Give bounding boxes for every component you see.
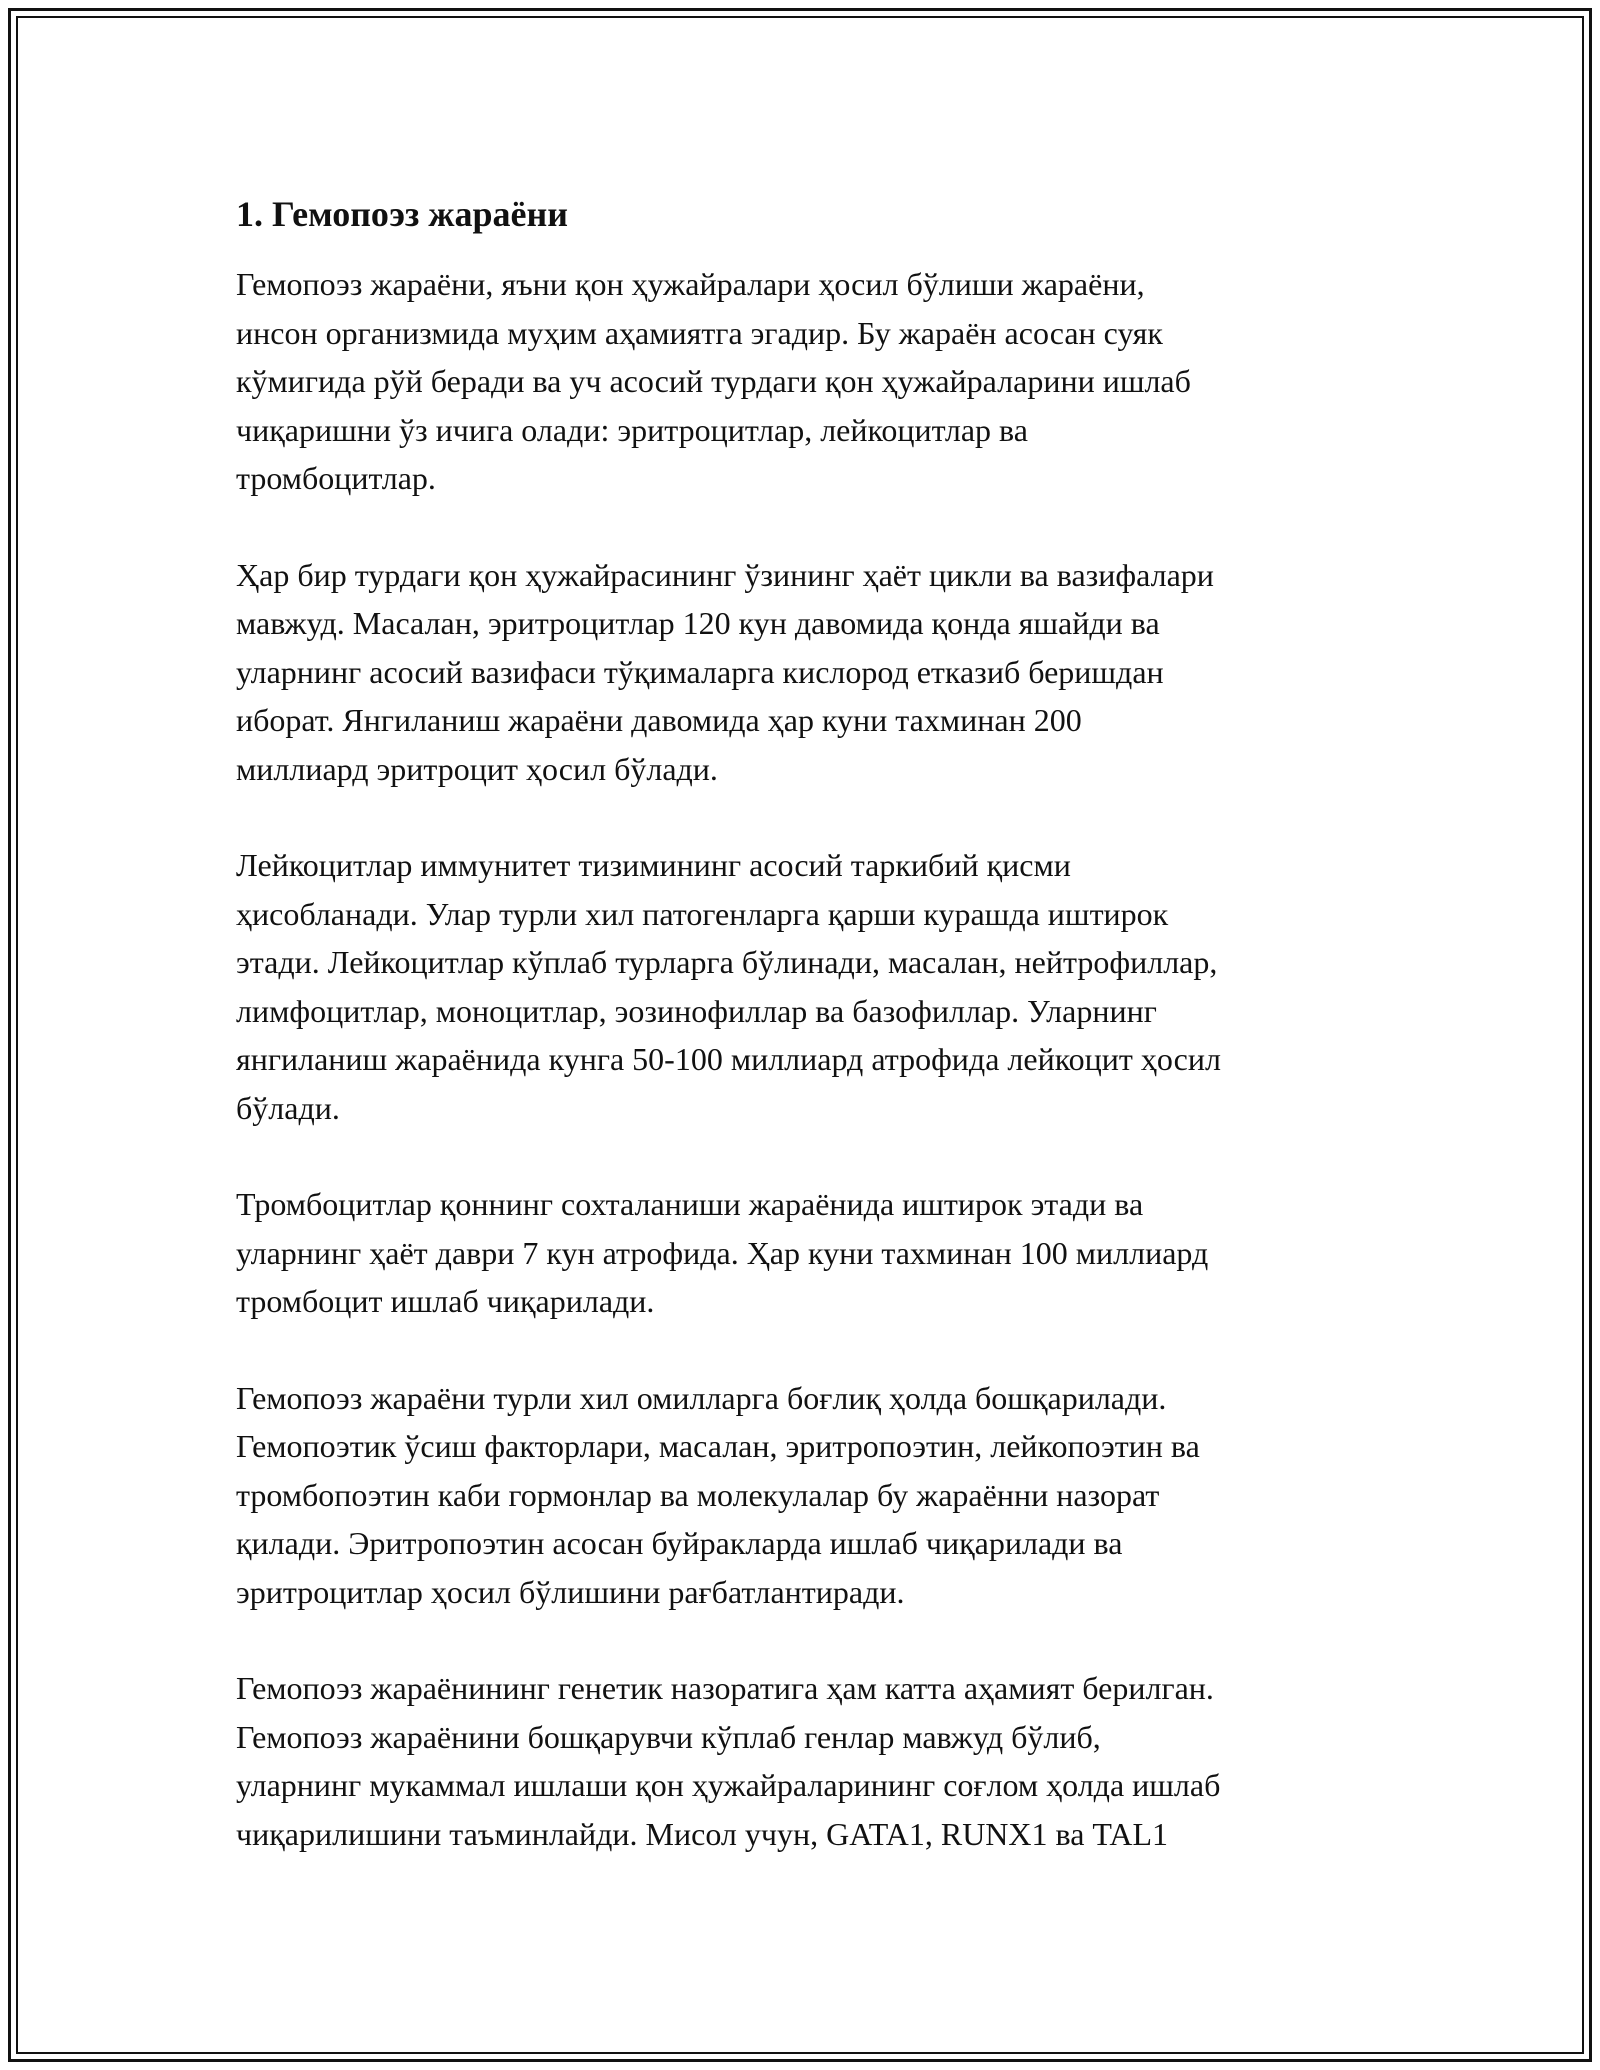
paragraph-1 xyxy=(236,260,1376,503)
paragraph-3 xyxy=(236,841,1376,1132)
paragraph-line: иборат. Янгиланиш жараёни давомида ҳар куни тахминан 200 xyxy=(236,702,1082,738)
paragraph-line: мавжуд. Масалан, эритроцитлар 120 кун давомида қонда яшайди ва xyxy=(236,605,1160,641)
paragraph-line: қилади. Эритропоэтин асосан буйракларда ишлаб чиқарилади ва xyxy=(236,1525,1123,1561)
paragraph-line: чиқарилишини таъминлайди. Мисол учун, GATA1, RUNX1 ва TAL1 xyxy=(236,1815,1169,1852)
paragraph-line: инсон организмида муҳим аҳамиятга эгадир. Бу жараён асосан суяк xyxy=(236,314,1163,351)
paragraph-line: янгиланиш жараёнида кунга 50-100 миллиард атрофида лейкоцит ҳосил xyxy=(236,1041,1221,1077)
paragraph-6 xyxy=(236,1664,1376,1858)
paragraph-line: этади. Лейкоцитлар кўплаб турларга бўлинади, масалан, нейтрофиллар, xyxy=(236,944,1218,980)
paragraph-line: лимфоцитлар, моноцитлар, эозинофиллар ва базофиллар. Уларнинг xyxy=(236,992,1157,1029)
paragraph-line: чиқаришни ўз ичига олади: эритроцитлар, лейкоцитлар ва xyxy=(236,411,1028,448)
paragraph-line: уларнинг ҳаёт даври 7 кун атрофида. Ҳар куни тахминан 100 миллиард xyxy=(236,1234,1209,1271)
paragraph-2 xyxy=(236,551,1376,794)
paragraph-line: ҳисобланади. Улар турли хил патогенларга қарши курашда иштирок xyxy=(236,895,1169,932)
paragraph-line: Гемопоэз жараёнини бошқарувчи кўплаб генлар мавжуд бўлиб, xyxy=(236,1718,1101,1755)
paragraph-line: Гемопоэтик ўсиш факторлари, масалан, эритропоэтин, лейкопоэтин ва xyxy=(236,1428,1200,1464)
paragraph-line: Гемопоэз жараёни, яъни қон ҳужайралари ҳосил бўлиши жараёни, xyxy=(236,266,1145,302)
paragraph-line: уларнинг мукаммал ишлаши қон ҳужайраларининг соғлом ҳолда ишлаб xyxy=(236,1767,1221,1803)
paragraph-line: кўмигида рўй беради ва уч асосий турдаги қон ҳужайраларини ишлаб xyxy=(236,363,1191,399)
paragraph-line: уларнинг асосий вазифаси тўқималарга кислород етказиб беришдан xyxy=(236,653,1164,690)
paragraph-line: Гемопоэз жараёнининг генетик назоратига ҳам катта аҳамият берилган. xyxy=(236,1670,1214,1706)
document-body xyxy=(236,190,1376,1906)
paragraph-4 xyxy=(236,1180,1376,1326)
paragraph-line: миллиард эритроцит ҳосил бўлади. xyxy=(236,750,718,787)
paragraph-line: Гемопоэз жараёни турли хил омилларга боғлиқ ҳолда бошқарилади. xyxy=(236,1379,1167,1416)
paragraph-line: тромбоцитлар. xyxy=(236,460,436,496)
paragraph-line: Лейкоцитлар иммунитет тизимининг асосий таркибий қисми xyxy=(236,847,1071,883)
paragraph-line: эритроцитлар ҳосил бўлишини рағбатлантиради. xyxy=(236,1573,905,1610)
paragraph-line: тромбопоэтин каби гормонлар ва молекулалар бу жараённи назорат xyxy=(236,1476,1160,1513)
paragraph-5 xyxy=(236,1374,1376,1617)
paragraph-line: тромбоцит ишлаб чиқарилади. xyxy=(236,1283,655,1319)
paragraph-line: Тромбоцитлар қоннинг сохталаниши жараёнида иштирок этади ва xyxy=(236,1186,1144,1222)
section-heading: 1. Гемопоэз жараёни xyxy=(236,194,568,234)
paragraph-line: Ҳар бир турдаги қон ҳужайрасининг ўзининг ҳаёт цикли ва вазифалари xyxy=(236,556,1214,593)
paragraph-line: бўлади. xyxy=(236,1089,340,1126)
